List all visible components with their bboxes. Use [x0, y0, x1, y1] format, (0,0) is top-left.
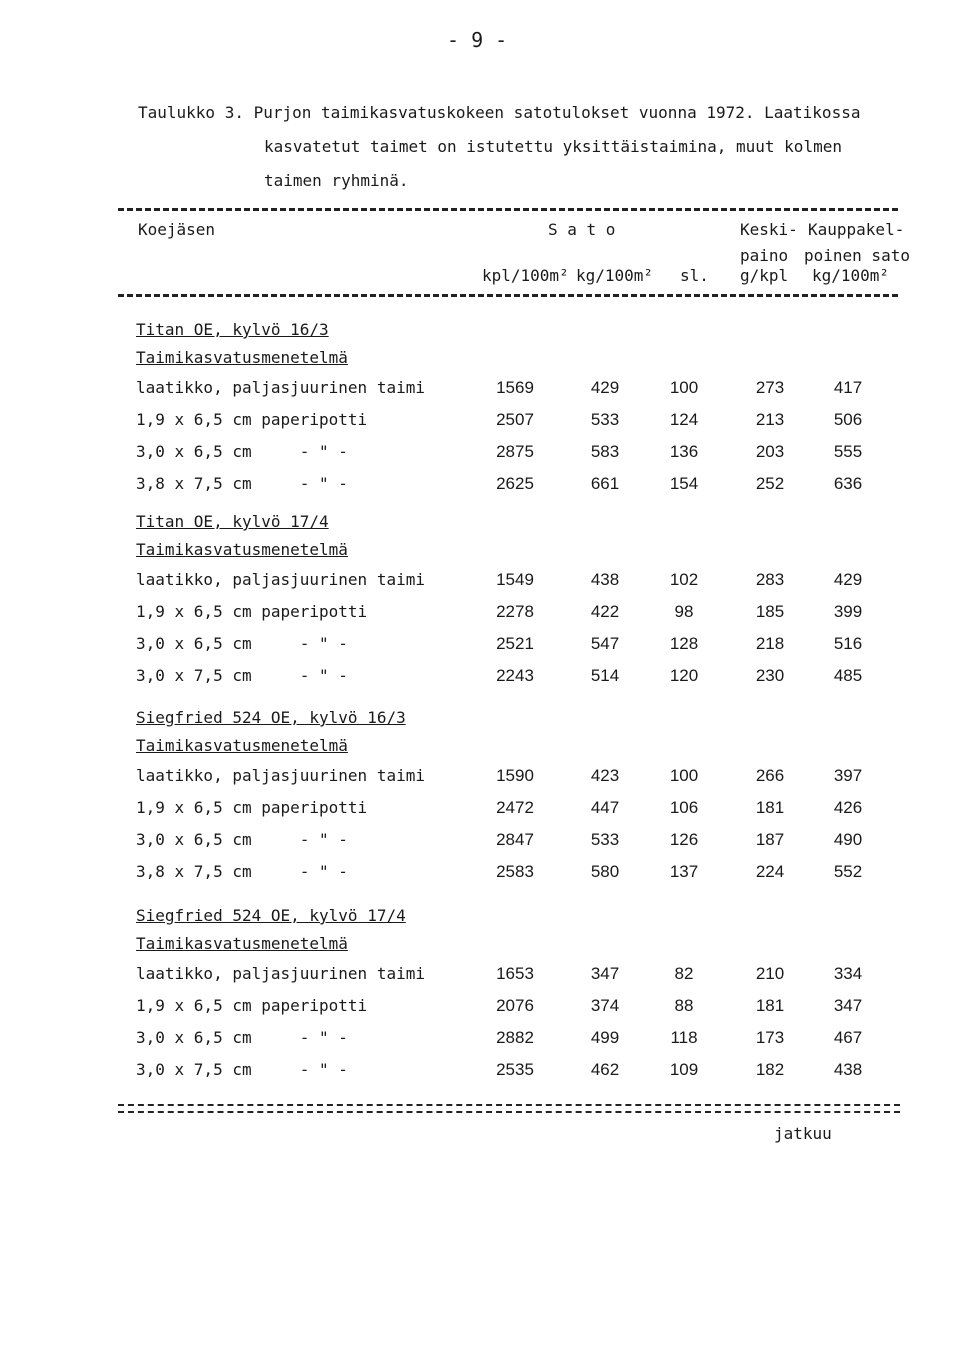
cell-value: 514: [590, 666, 620, 685]
cell-value: 422: [590, 602, 620, 621]
cell-value: 137: [669, 862, 699, 881]
cell-value: 126: [669, 830, 699, 849]
cell-value: 499: [590, 1028, 620, 1047]
cell-value: 273: [755, 378, 785, 397]
cell-value: 100: [669, 766, 699, 785]
header-paino: paino: [740, 246, 789, 265]
row-label: 3,8 x 7,5 cm - " -: [136, 862, 348, 881]
row-label: 1,9 x 6,5 cm paperipotti: [136, 996, 368, 1015]
cell-value: 2535: [496, 1060, 534, 1079]
cell-value: 447: [590, 798, 620, 817]
cell-value: 124: [669, 410, 699, 429]
header-keski: Keski-: [740, 220, 798, 239]
header-gkpl: g/kpl: [740, 266, 789, 285]
header-bottom-rule: [118, 294, 898, 297]
group-title: Siegfried 524 OE, kylvö 17/4: [136, 906, 406, 925]
row-label: 1,9 x 6,5 cm paperipotti: [136, 798, 368, 817]
cell-value: 283: [755, 570, 785, 589]
cell-value: 120: [669, 666, 699, 685]
table-end-rule: [118, 1104, 900, 1113]
continued-note: jatkuu: [774, 1124, 832, 1143]
cell-value: 661: [590, 474, 620, 493]
row-label: 3,0 x 6,5 cm - " -: [136, 634, 348, 653]
header-kg: kg/100m²: [576, 266, 654, 285]
row-label: laatikko, paljasjuurinen taimi: [136, 378, 425, 397]
cell-value: 213: [755, 410, 785, 429]
cell-value: 426: [833, 798, 863, 817]
row-label: laatikko, paljasjuurinen taimi: [136, 766, 425, 785]
cell-value: 2875: [496, 442, 534, 461]
cell-value: 423: [590, 766, 620, 785]
caption-line-1: Taulukko 3. Purjon taimikasvatuskokeen satotulokset vuonna 1972. Laatikossa: [138, 103, 861, 122]
caption-line-3: taimen ryhminä.: [264, 171, 409, 190]
method-heading: Taimikasvatusmenetelmä: [136, 736, 348, 755]
cell-value: 88: [674, 996, 694, 1015]
cell-value: 462: [590, 1060, 620, 1079]
cell-value: 98: [674, 602, 694, 621]
row-label: 3,0 x 6,5 cm - " -: [136, 830, 348, 849]
cell-value: 136: [669, 442, 699, 461]
cell-value: 429: [833, 570, 863, 589]
group-title: Titan OE, kylvö 17/4: [136, 512, 329, 531]
cell-value: 506: [833, 410, 863, 429]
cell-value: 1590: [496, 766, 534, 785]
row-label: 3,0 x 6,5 cm - " -: [136, 442, 348, 461]
header-koejasen: Koejäsen: [138, 220, 216, 239]
header-kg-sato: kg/100m²: [812, 266, 890, 285]
cell-value: 580: [590, 862, 620, 881]
cell-value: 185: [755, 602, 785, 621]
cell-value: 2847: [496, 830, 534, 849]
group-title: Titan OE, kylvö 16/3: [136, 320, 329, 339]
cell-value: 2076: [496, 996, 534, 1015]
cell-value: 485: [833, 666, 863, 685]
header-kpl: kpl/100m²: [482, 266, 569, 285]
cell-value: 636: [833, 474, 863, 493]
cell-value: 1569: [496, 378, 534, 397]
cell-value: 181: [755, 798, 785, 817]
header-sl: sl.: [680, 266, 709, 285]
cell-value: 173: [755, 1028, 785, 1047]
cell-value: 516: [833, 634, 863, 653]
cell-value: 438: [833, 1060, 863, 1079]
cell-value: 82: [674, 964, 694, 983]
cell-value: 533: [590, 830, 620, 849]
group-title: Siegfried 524 OE, kylvö 16/3: [136, 708, 406, 727]
cell-value: 2507: [496, 410, 534, 429]
cell-value: 252: [755, 474, 785, 493]
cell-value: 187: [755, 830, 785, 849]
method-heading: Taimikasvatusmenetelmä: [136, 540, 348, 559]
cell-value: 533: [590, 410, 620, 429]
cell-value: 218: [755, 634, 785, 653]
cell-value: 490: [833, 830, 863, 849]
cell-value: 438: [590, 570, 620, 589]
cell-value: 181: [755, 996, 785, 1015]
cell-value: 1549: [496, 570, 534, 589]
header-sato: S a t o: [548, 220, 616, 239]
page-number: - 9 -: [447, 28, 508, 52]
cell-value: 2472: [496, 798, 534, 817]
cell-value: 118: [670, 1028, 698, 1047]
cell-value: 583: [590, 442, 620, 461]
cell-value: 374: [590, 996, 620, 1015]
cell-value: 334: [833, 964, 863, 983]
cell-value: 347: [590, 964, 620, 983]
cell-value: 266: [755, 766, 785, 785]
cell-value: 128: [669, 634, 699, 653]
cell-value: 2583: [496, 862, 534, 881]
method-heading: Taimikasvatusmenetelmä: [136, 934, 348, 953]
row-label: 1,9 x 6,5 cm paperipotti: [136, 602, 368, 621]
cell-value: 230: [755, 666, 785, 685]
cell-value: 397: [833, 766, 863, 785]
cell-value: 154: [669, 474, 699, 493]
header-kauppakel: Kauppakel-: [808, 220, 905, 239]
header-poinen-sato: poinen sato: [804, 246, 910, 265]
cell-value: 417: [833, 378, 863, 397]
table-caption: [138, 96, 938, 198]
cell-value: 347: [833, 996, 863, 1015]
row-label: 3,0 x 6,5 cm - " -: [136, 1028, 348, 1047]
cell-value: 2882: [496, 1028, 534, 1047]
cell-value: 2521: [496, 634, 534, 653]
row-label: laatikko, paljasjuurinen taimi: [136, 570, 425, 589]
cell-value: 2278: [496, 602, 534, 621]
cell-value: 552: [833, 862, 863, 881]
row-label: 3,0 x 7,5 cm - " -: [136, 666, 348, 685]
cell-value: 555: [833, 442, 863, 461]
caption-line-2: kasvatetut taimet on istutettu yksittäistaimina, muut kolmen: [264, 137, 842, 156]
cell-value: 399: [833, 602, 863, 621]
cell-value: 467: [833, 1028, 863, 1047]
cell-value: 109: [669, 1060, 699, 1079]
cell-value: 1653: [496, 964, 534, 983]
row-label: 1,9 x 6,5 cm paperipotti: [136, 410, 368, 429]
cell-value: 106: [669, 798, 699, 817]
cell-value: 182: [755, 1060, 785, 1079]
row-label: 3,0 x 7,5 cm - " -: [136, 1060, 348, 1079]
cell-value: 2243: [496, 666, 534, 685]
cell-value: 429: [590, 378, 620, 397]
cell-value: 547: [590, 634, 620, 653]
row-label: 3,8 x 7,5 cm - " -: [136, 474, 348, 493]
cell-value: 2625: [496, 474, 534, 493]
cell-value: 102: [669, 570, 699, 589]
method-heading: Taimikasvatusmenetelmä: [136, 348, 348, 367]
cell-value: 210: [755, 964, 785, 983]
cell-value: 100: [669, 378, 699, 397]
cell-value: 203: [755, 442, 785, 461]
header-top-rule: [118, 208, 898, 211]
cell-value: 224: [755, 862, 785, 881]
row-label: laatikko, paljasjuurinen taimi: [136, 964, 425, 983]
